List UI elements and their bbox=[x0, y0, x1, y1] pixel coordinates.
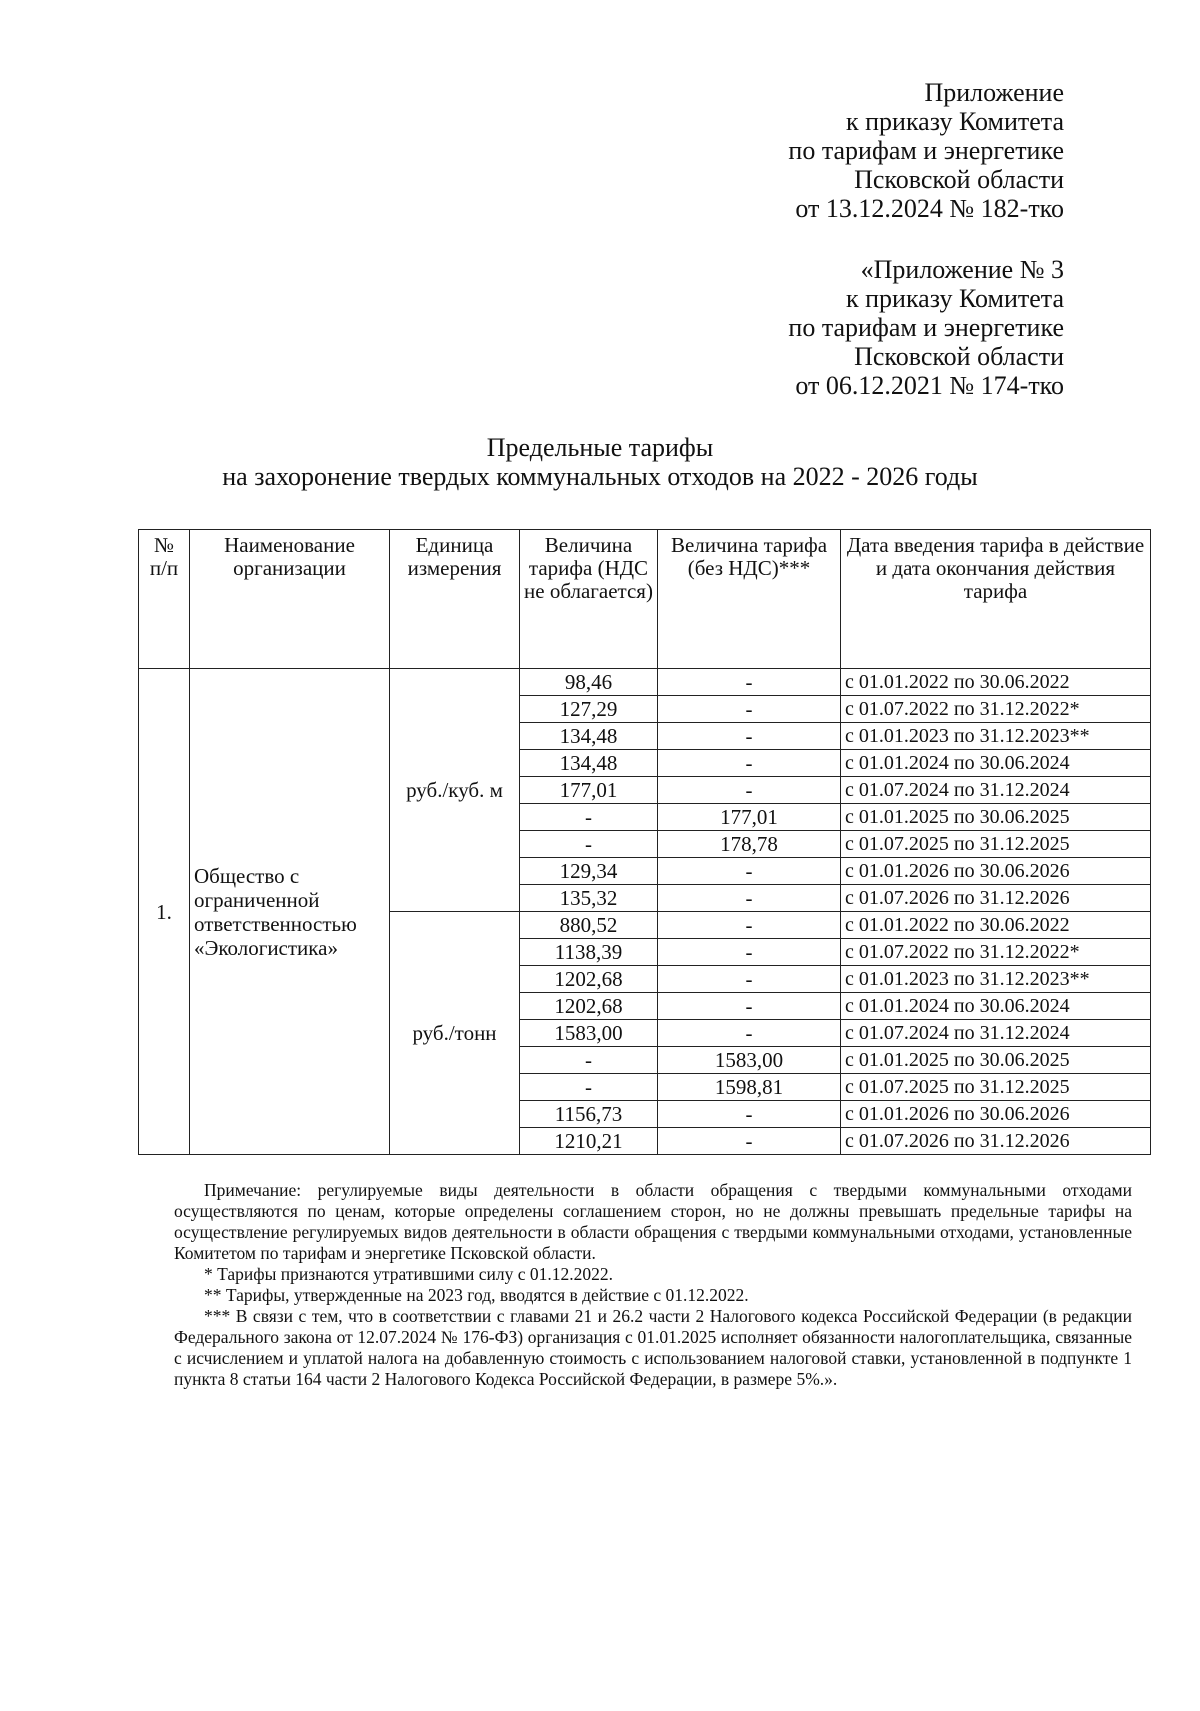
tariff-vat-free: - bbox=[520, 1074, 658, 1101]
header-period: Дата введения тарифа в действие и дата окончания действия тарифа bbox=[841, 530, 1151, 669]
footnote-1: * Тарифы признаются утратившими силу с 01.12.2022. bbox=[204, 1264, 614, 1284]
tariff-no-vat: - bbox=[658, 939, 841, 966]
tariff-vat-free: 98,46 bbox=[520, 669, 658, 696]
tariff-no-vat: - bbox=[658, 750, 841, 777]
row-number: 1. bbox=[139, 669, 190, 1155]
tariff-no-vat: - bbox=[658, 669, 841, 696]
tariff-period: с 01.01.2022 по 30.06.2022 bbox=[841, 912, 1151, 939]
tariff-period: с 01.07.2024 по 31.12.2024 bbox=[841, 1020, 1151, 1047]
tariff-no-vat: - bbox=[658, 912, 841, 939]
tariff-period: с 01.01.2025 по 30.06.2025 bbox=[841, 1047, 1151, 1074]
organization-name: Общество с ограниченной ответственностью «Экологистика» bbox=[190, 669, 390, 1155]
tariff-no-vat: 177,01 bbox=[658, 804, 841, 831]
tariff-vat-free: 1210,21 bbox=[520, 1128, 658, 1155]
tariff-no-vat: - bbox=[658, 966, 841, 993]
table-header-row bbox=[139, 530, 1151, 669]
tariff-period: с 01.01.2023 по 31.12.2023** bbox=[841, 723, 1151, 750]
tariff-no-vat: - bbox=[658, 1020, 841, 1047]
title-line-2: на захоронение твердых коммунальных отходов на 2022 - 2026 годы bbox=[222, 462, 978, 491]
approval-line: Псковской области bbox=[854, 342, 1064, 371]
tariff-vat-free: 177,01 bbox=[520, 777, 658, 804]
tariff-period: с 01.01.2026 по 30.06.2026 bbox=[841, 1101, 1151, 1128]
tariff-vat-free: 135,32 bbox=[520, 885, 658, 912]
approval-line: по тарифам и энергетике bbox=[788, 313, 1064, 342]
tariff-period: с 01.01.2024 по 30.06.2024 bbox=[841, 750, 1151, 777]
footnote-2: ** Тарифы, утвержденные на 2023 год, вводятся в действие с 01.12.2022. bbox=[204, 1285, 749, 1305]
tariff-period: с 01.07.2026 по 31.12.2026 bbox=[841, 1128, 1151, 1155]
tariff-period: с 01.07.2025 по 31.12.2025 bbox=[841, 831, 1151, 858]
tariff-no-vat: 1583,00 bbox=[658, 1047, 841, 1074]
footnote-3: *** В связи с тем, что в соответствии с главами 21 и 26.2 части 2 Налогового кодекса Российской Федерации (в редакции Федерального закона от 12.07.2024 № 176-ФЗ) организация с 01.01.2025 исполняет обязанности налогоплательщика, связанные с исчислением и уплатой налога на добавленную стоимость с использованием налоговой ставки, установленной в подпункте 1 пункта 8 статьи 164 части 2 Налогового Кодекса Российской Федерации, в размере 5%.». bbox=[174, 1306, 1132, 1389]
approval-line: «Приложение № 3 bbox=[860, 255, 1064, 284]
tariff-vat-free: 1583,00 bbox=[520, 1020, 658, 1047]
header-num: № п/п bbox=[139, 530, 190, 669]
tariff-no-vat: 178,78 bbox=[658, 831, 841, 858]
tariff-table bbox=[138, 529, 1151, 1155]
tariff-period: с 01.07.2026 по 31.12.2026 bbox=[841, 885, 1151, 912]
tariff-no-vat: - bbox=[658, 858, 841, 885]
tariff-no-vat: - bbox=[658, 777, 841, 804]
unit-ton: руб./тонн bbox=[390, 912, 520, 1155]
notes-section bbox=[174, 1180, 1132, 1390]
approval-line: Приложение bbox=[924, 78, 1064, 107]
tariff-vat-free: 1138,39 bbox=[520, 939, 658, 966]
tariff-no-vat: - bbox=[658, 993, 841, 1020]
header-organization: Наименование организации bbox=[190, 530, 390, 669]
header-tariff-vat-free: Величина тарифа (НДС не облагается) bbox=[520, 530, 658, 669]
unit-cubic-meter: руб./куб. м bbox=[390, 669, 520, 912]
tariff-period: с 01.01.2026 по 30.06.2026 bbox=[841, 858, 1151, 885]
header-unit: Единица измерения bbox=[390, 530, 520, 669]
table-row bbox=[139, 669, 1151, 696]
document-title bbox=[0, 433, 1200, 491]
tariff-no-vat: - bbox=[658, 885, 841, 912]
tariff-vat-free: 134,48 bbox=[520, 723, 658, 750]
tariff-no-vat: - bbox=[658, 1101, 841, 1128]
tariff-period: с 01.01.2025 по 30.06.2025 bbox=[841, 804, 1151, 831]
approval-block-current-order bbox=[788, 78, 1064, 223]
tariff-period: с 01.07.2022 по 31.12.2022* bbox=[841, 939, 1151, 966]
tariff-period: с 01.07.2022 по 31.12.2022* bbox=[841, 696, 1151, 723]
approval-block-original-order bbox=[788, 255, 1064, 400]
header-tariff-no-vat: Величина тарифа (без НДС)*** bbox=[658, 530, 841, 669]
title-line-1: Предельные тарифы bbox=[486, 433, 714, 462]
tariff-no-vat: - bbox=[658, 723, 841, 750]
tariff-vat-free: 880,52 bbox=[520, 912, 658, 939]
tariff-vat-free: 129,34 bbox=[520, 858, 658, 885]
note-main: Примечание: регулируемые виды деятельности в области обращения с твердыми коммунальными отходами осуществляются по ценам, которые определены соглашением сторон, но не должны превышать предельные тарифы на осуществление регулируемых видов деятельности в области обращения с твердыми коммунальными отходами, установленные Комитетом по тарифам и энергетике Псковской области. bbox=[174, 1180, 1132, 1263]
tariff-period: с 01.07.2025 по 31.12.2025 bbox=[841, 1074, 1151, 1101]
tariff-vat-free: - bbox=[520, 831, 658, 858]
approval-line: Псковской области bbox=[854, 165, 1064, 194]
tariff-vat-free: 127,29 bbox=[520, 696, 658, 723]
approval-line: по тарифам и энергетике bbox=[788, 136, 1064, 165]
approval-line: к приказу Комитета bbox=[845, 107, 1064, 136]
tariff-vat-free: 134,48 bbox=[520, 750, 658, 777]
tariff-vat-free: - bbox=[520, 804, 658, 831]
tariff-period: с 01.01.2023 по 31.12.2023** bbox=[841, 966, 1151, 993]
approval-line: к приказу Комитета bbox=[845, 284, 1064, 313]
tariff-no-vat: - bbox=[658, 696, 841, 723]
tariff-no-vat: - bbox=[658, 1128, 841, 1155]
approval-line: от 06.12.2021 № 174-тко bbox=[795, 371, 1064, 400]
tariff-vat-free: 1156,73 bbox=[520, 1101, 658, 1128]
tariff-no-vat: 1598,81 bbox=[658, 1074, 841, 1101]
tariff-period: с 01.07.2024 по 31.12.2024 bbox=[841, 777, 1151, 804]
tariff-vat-free: 1202,68 bbox=[520, 966, 658, 993]
tariff-vat-free: 1202,68 bbox=[520, 993, 658, 1020]
approval-line: от 13.12.2024 № 182-тко bbox=[795, 194, 1064, 223]
tariff-period: с 01.01.2024 по 30.06.2024 bbox=[841, 993, 1151, 1020]
tariff-vat-free: - bbox=[520, 1047, 658, 1074]
tariff-period: с 01.01.2022 по 30.06.2022 bbox=[841, 669, 1151, 696]
